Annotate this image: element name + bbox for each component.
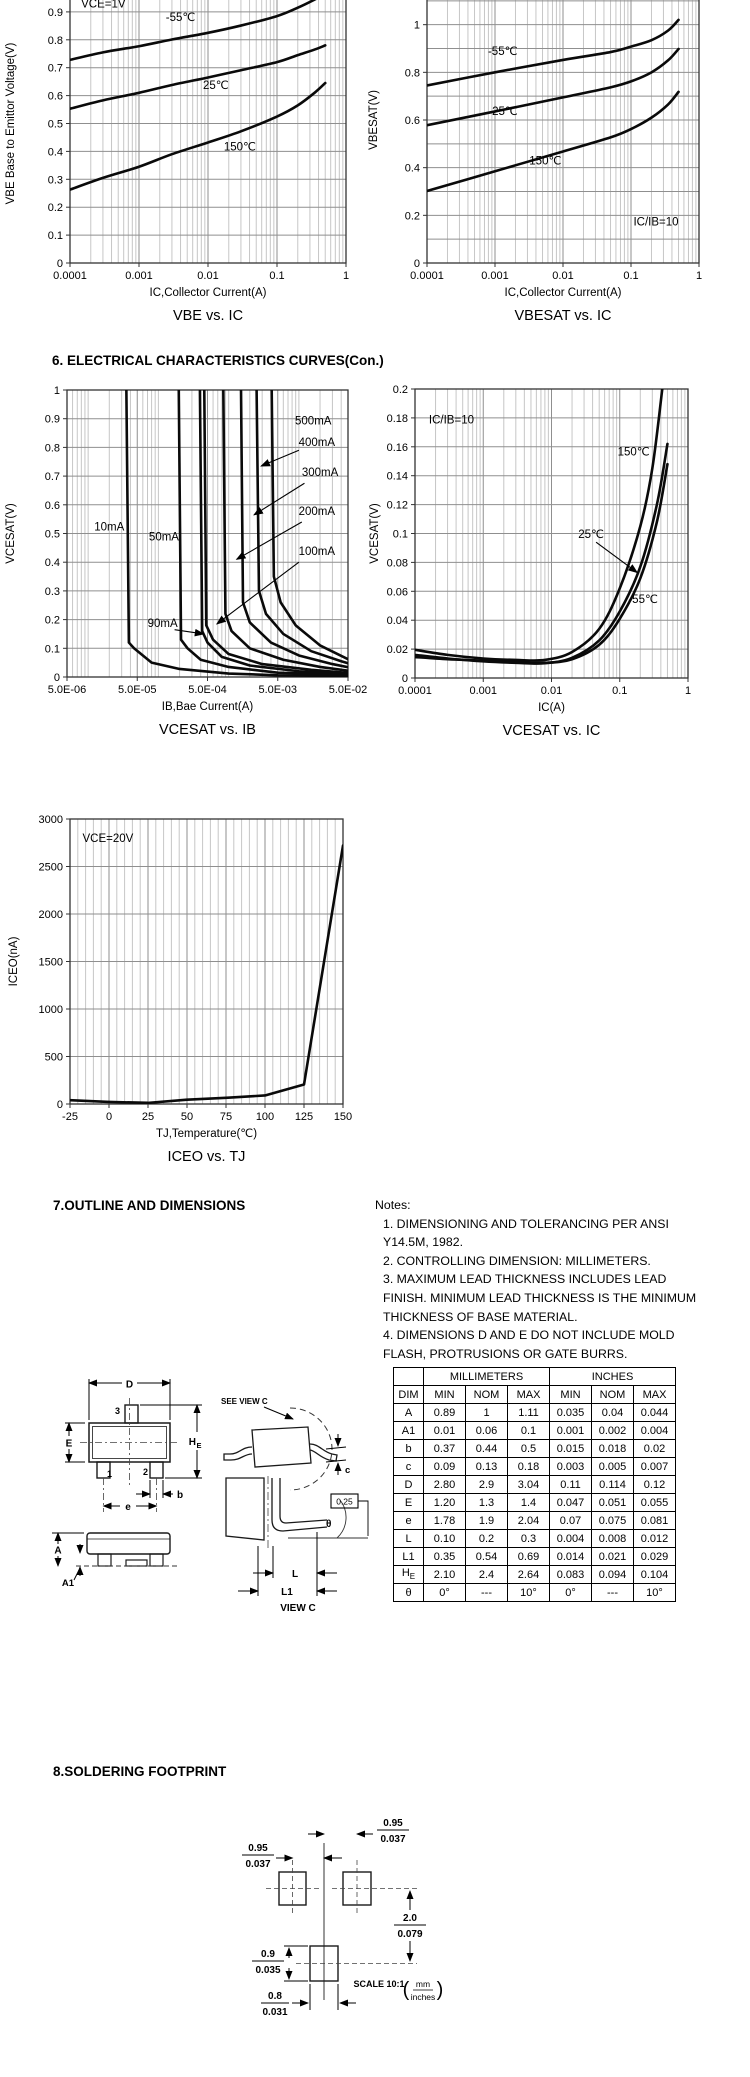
dim-value-cell: --- [466, 1584, 508, 1602]
svg-text:VBE vs. IC: VBE vs. IC [172, 308, 244, 324]
note-line: 1. DIMENSIONING AND TOLERANCING PER ANSI [383, 1216, 669, 1231]
dim-label-HE-main: H [188, 1437, 196, 1448]
svg-text:0.1: 0.1 [269, 270, 285, 282]
dim-value-cell: 0.09 [424, 1458, 466, 1476]
package-outline-drawing [40, 1370, 370, 1700]
svg-text:25℃: 25℃ [492, 106, 518, 119]
svg-text:IC/IB=10: IC/IB=10 [428, 414, 475, 427]
dim-value-cell: 0.3 [508, 1530, 550, 1548]
dim-col-header: NOM [592, 1386, 634, 1404]
dim-label-cell: e [394, 1512, 424, 1530]
svg-text:50: 50 [180, 1111, 194, 1123]
dim-value-cell: 0.54 [466, 1548, 508, 1566]
svg-text:0.001: 0.001 [125, 270, 153, 282]
units-paren-open: ( [402, 1979, 410, 2001]
svg-text:0.001: 0.001 [481, 270, 509, 282]
dimension-table [393, 1367, 676, 1602]
dim-value-cell: 2.80 [424, 1476, 466, 1494]
svg-text:-55℃: -55℃ [487, 45, 518, 58]
dim-label-cell: L1 [394, 1548, 424, 1566]
dim-value-cell: 0.37 [424, 1440, 466, 1458]
dim-left-pitch-mm: 0.95 [248, 1843, 268, 1854]
svg-text:0.4: 0.4 [44, 557, 60, 570]
svg-text:125: 125 [294, 1111, 314, 1123]
outline-notes [375, 1196, 747, 1363]
package-outline-section [40, 1370, 370, 1705]
svg-text:0.4: 0.4 [404, 162, 420, 175]
svg-text:150℃: 150℃ [223, 141, 256, 154]
note-line: 4. DIMENSIONS D AND E DO NOT INCLUDE MOLD [383, 1328, 675, 1343]
dim-value-cell: 2.64 [508, 1566, 550, 1584]
dim-value-cell: 0.89 [424, 1404, 466, 1422]
svg-text:500mA: 500mA [295, 415, 332, 428]
view-c-callout-arc [290, 1408, 332, 1490]
dim-label-theta: θ [326, 1519, 332, 1530]
svg-text:5.0E-06: 5.0E-06 [47, 684, 87, 696]
svg-text:0.0001: 0.0001 [53, 270, 87, 282]
dim-value-cell: 0.13 [466, 1458, 508, 1476]
dim-value-cell: 2.4 [466, 1566, 508, 1584]
dim-label-b: b [177, 1490, 184, 1501]
dim-value-cell: 0.10 [424, 1530, 466, 1548]
dim-value-cell: 0.015 [550, 1440, 592, 1458]
notes-heading: Notes: [375, 1198, 411, 1212]
scale-label: SCALE 10:1 [353, 1979, 405, 1989]
svg-text:0.9: 0.9 [44, 413, 60, 426]
dim-value-cell: 2.10 [424, 1566, 466, 1584]
pad-centerlines [266, 1860, 417, 1964]
dim-value-cell: 0.005 [592, 1458, 634, 1476]
side-profile-view [224, 1427, 337, 1467]
dim-value-cell: 0.2 [466, 1530, 508, 1548]
dim-label-cell: $H_E$ [394, 1566, 424, 1584]
svg-text:1: 1 [53, 385, 60, 397]
svg-text:0.2: 0.2 [47, 202, 63, 215]
svg-text:100: 100 [255, 1111, 275, 1123]
dim-value-cell: 0.07 [550, 1512, 592, 1530]
svg-text:150℃: 150℃ [529, 155, 562, 168]
dim-value-cell: 0.06 [466, 1422, 508, 1440]
svg-text:10mA: 10mA [94, 521, 125, 534]
dim-right-pitch-mm: 0.95 [383, 1818, 403, 1829]
svg-text:0.04: 0.04 [386, 615, 408, 628]
svg-text:0.06: 0.06 [386, 586, 408, 599]
dim-value-cell: 0.01 [424, 1422, 466, 1440]
dim-pad-width-in: 0.031 [262, 2007, 288, 2018]
dim-label-E: E [65, 1438, 73, 1450]
svg-text:25℃: 25℃ [203, 80, 229, 93]
svg-text:-25: -25 [62, 1111, 78, 1123]
svg-text:VBESAT vs. IC: VBESAT vs. IC [514, 308, 612, 324]
svg-text:1500: 1500 [38, 956, 63, 969]
dim-value-cell: 0.055 [634, 1494, 676, 1512]
svg-text:0.7: 0.7 [47, 62, 63, 75]
note-line: FLASH, PROTRUSIONS OR GATE BURRS. [383, 1346, 628, 1361]
section-6-header: 6. ELECTRICAL CHARACTERISTICS CURVES(Con.) [52, 353, 384, 368]
svg-text:50mA: 50mA [148, 531, 179, 544]
svg-text:0.0001: 0.0001 [398, 685, 432, 697]
svg-text:400mA: 400mA [298, 436, 336, 449]
dim-value-cell: 0.081 [634, 1512, 676, 1530]
dim-value-cell: 0.5 [508, 1440, 550, 1458]
svg-text:1: 1 [413, 19, 420, 32]
dim-label-cell: θ [394, 1584, 424, 1602]
svg-text:VCESAT(V): VCESAT(V) [5, 503, 17, 564]
dim-value-cell: 3.04 [508, 1476, 550, 1494]
svg-text:0.0001: 0.0001 [410, 270, 444, 282]
chart-vcesat-vs-ic [360, 360, 750, 755]
dim-value-cell: 0.004 [634, 1422, 676, 1440]
dim-value-cell: 0.1 [508, 1422, 550, 1440]
gauge-value: 0.25 [336, 1496, 353, 1507]
svg-text:0: 0 [401, 673, 408, 685]
svg-text:VCESAT(V): VCESAT(V) [369, 503, 381, 564]
svg-text:0.8: 0.8 [47, 34, 63, 47]
soldering-footprint-drawing [180, 1810, 480, 2025]
chart-svg [0, 360, 385, 755]
svg-text:0.4: 0.4 [47, 146, 63, 159]
svg-text:0.1: 0.1 [392, 528, 408, 541]
svg-text:0.7: 0.7 [44, 471, 60, 484]
dim-value-cell: 1.4 [508, 1494, 550, 1512]
svg-text:VCESAT vs. IC: VCESAT vs. IC [502, 723, 601, 739]
dim-value-cell: 0.029 [634, 1548, 676, 1566]
pin-1-label: 1 [107, 1469, 113, 1479]
dim-value-cell: 0.075 [592, 1512, 634, 1530]
svg-text:0.001: 0.001 [469, 685, 498, 697]
svg-text:25℃: 25℃ [578, 528, 604, 541]
dim-label-L1: L1 [281, 1587, 293, 1598]
svg-text:0.16: 0.16 [386, 441, 408, 454]
dim-value-cell: 0.35 [424, 1548, 466, 1566]
dim-group-header: INCHES [550, 1368, 676, 1386]
svg-text:0.08: 0.08 [386, 557, 408, 570]
dim-value-cell: 0.104 [634, 1566, 676, 1584]
svg-text:0.8: 0.8 [44, 442, 60, 455]
svg-text:VBESAT(V): VBESAT(V) [368, 90, 380, 150]
dim-col-header: MIN [550, 1386, 592, 1404]
dim-col-header: MAX [634, 1386, 676, 1404]
svg-text:ICEO(nA): ICEO(nA) [8, 936, 20, 987]
chart-svg [0, 790, 400, 1180]
note-line: 2. CONTROLLING DIMENSION: MILLIMETERS. [383, 1253, 651, 1268]
dim-value-cell: 0.044 [634, 1404, 676, 1422]
dim-label-cell: A1 [394, 1422, 424, 1440]
dim-value-cell: 10° [634, 1584, 676, 1602]
svg-text:IB,Bae Current(A): IB,Bae Current(A) [161, 701, 254, 713]
A-A1-dimensions [52, 1533, 84, 1580]
svg-text:VCE=1V: VCE=1V [81, 0, 126, 11]
dim-label-cell: c [394, 1458, 424, 1476]
dim-value-cell: 0.114 [592, 1476, 634, 1494]
dim-value-cell: 0.004 [550, 1530, 592, 1548]
dim-label-L: L [291, 1569, 299, 1580]
svg-text:0.9: 0.9 [47, 6, 63, 19]
chart-svg [0, 0, 380, 324]
dim-value-cell: 1.11 [508, 1404, 550, 1422]
dim-value-cell: 0° [550, 1584, 592, 1602]
svg-text:200mA: 200mA [298, 505, 336, 518]
dim-value-cell: 1 [466, 1404, 508, 1422]
dim-value-cell: 0.18 [508, 1458, 550, 1476]
dim-value-cell: 1.9 [466, 1512, 508, 1530]
note-line: 3. MAXIMUM LEAD THICKNESS INCLUDES LEAD [383, 1272, 667, 1287]
svg-text:0.6: 0.6 [47, 90, 63, 103]
svg-text:500: 500 [44, 1051, 63, 1064]
dim-label-cell: D [394, 1476, 424, 1494]
dim-value-cell: 0.003 [550, 1458, 592, 1476]
svg-text:25: 25 [141, 1111, 155, 1123]
dim-value-cell: 0.083 [550, 1566, 592, 1584]
note-line: Y14.5M, 1982. [383, 1235, 463, 1250]
svg-text:0: 0 [105, 1111, 113, 1123]
dim-corner-cell [394, 1368, 424, 1386]
svg-text:0: 0 [53, 672, 60, 684]
dim-value-cell: 1.78 [424, 1512, 466, 1530]
dim-pad-height-in: 0.035 [255, 1965, 281, 1976]
svg-text:0.01: 0.01 [540, 685, 563, 697]
dim-vertical-pitch-mm: 2.0 [403, 1913, 417, 1924]
units-inches: inches [410, 1992, 436, 2002]
svg-text:100mA: 100mA [298, 546, 336, 559]
see-view-c-label: SEE VIEW C [221, 1397, 268, 1406]
units-mm: mm [415, 1979, 431, 1989]
dim-value-cell: 0.02 [634, 1440, 676, 1458]
svg-text:VCESAT vs. IB: VCESAT vs. IB [159, 722, 256, 738]
svg-text:300mA: 300mA [301, 467, 339, 480]
dim-pad-width-mm: 0.8 [268, 1991, 282, 2002]
svg-text:1000: 1000 [38, 1004, 63, 1016]
svg-text:0.14: 0.14 [386, 470, 408, 483]
svg-text:5.0E-05: 5.0E-05 [117, 684, 157, 696]
svg-text:0.02: 0.02 [386, 644, 408, 657]
svg-text:1: 1 [684, 685, 692, 697]
section-8-header: 8.SOLDERING FOOTPRINT [53, 1764, 227, 1779]
svg-text:0.01: 0.01 [197, 270, 219, 282]
dim-value-cell: 0.04 [592, 1404, 634, 1422]
top-view-centerlines [80, 1398, 179, 1512]
dim-label-cell: b [394, 1440, 424, 1458]
svg-text:0.3: 0.3 [47, 174, 63, 187]
units-paren-close: ) [436, 1979, 444, 2001]
svg-text:2500: 2500 [38, 861, 63, 874]
svg-text:0.1: 0.1 [47, 230, 63, 243]
svg-text:5.0E-04: 5.0E-04 [188, 684, 227, 696]
chart-iceo-vs-tj [0, 790, 400, 1180]
svg-text:0: 0 [56, 258, 63, 270]
dim-col-header: MAX [508, 1386, 550, 1404]
dim-value-cell: 0.11 [550, 1476, 592, 1494]
dim-value-cell: 1.3 [466, 1494, 508, 1512]
fraction-lines [242, 1830, 426, 2003]
svg-text:150: 150 [333, 1111, 353, 1123]
chart-svg [360, 0, 750, 327]
svg-text:0.1: 0.1 [612, 685, 628, 697]
svg-text:0.5: 0.5 [44, 528, 60, 541]
svg-text:3000: 3000 [38, 814, 63, 826]
dim-value-cell: 2.04 [508, 1512, 550, 1530]
svg-text:ICEO vs. TJ: ICEO vs. TJ [167, 1149, 246, 1165]
dim-value-cell: 0.021 [592, 1548, 634, 1566]
dim-value-cell: --- [592, 1584, 634, 1602]
svg-text:5.0E-03: 5.0E-03 [258, 684, 298, 696]
svg-text:IC/IB=10: IC/IB=10 [633, 216, 679, 229]
svg-text:75: 75 [219, 1111, 233, 1123]
gauge-leader [358, 1501, 368, 1536]
dim-label-cell: E [394, 1494, 424, 1512]
svg-text:0.6: 0.6 [44, 499, 60, 512]
dim-value-cell: 0.002 [592, 1422, 634, 1440]
svg-text:VCE=20V: VCE=20V [82, 832, 134, 845]
dim-label-e: e [125, 1502, 131, 1513]
svg-text:0.18: 0.18 [386, 412, 408, 425]
svg-text:90mA: 90mA [147, 617, 178, 630]
svg-text:0.1: 0.1 [44, 643, 60, 656]
svg-text:5.0E-02: 5.0E-02 [328, 684, 368, 696]
dim-label-A: A [54, 1545, 62, 1557]
svg-text:0.6: 0.6 [404, 115, 420, 127]
svg-text:0.12: 0.12 [386, 499, 408, 512]
svg-text:0.5: 0.5 [47, 118, 63, 131]
dim-col-header: NOM [466, 1386, 508, 1404]
svg-text:0: 0 [56, 1099, 63, 1111]
dim-value-cell: 2.9 [466, 1476, 508, 1494]
chart-vcesat-vs-ib [0, 360, 385, 755]
dim-col-header: MIN [424, 1386, 466, 1404]
dim-label-cell: L [394, 1530, 424, 1548]
side-view [87, 1533, 170, 1566]
svg-text:TJ,Temperature(℃): TJ,Temperature(℃) [155, 1128, 258, 1140]
dim-right-pitch-in: 0.037 [380, 1834, 406, 1845]
dim-label-c: c [345, 1465, 351, 1476]
svg-text:0.1: 0.1 [623, 270, 639, 282]
svg-text:2000: 2000 [38, 909, 63, 921]
svg-text:0.2: 0.2 [404, 210, 420, 223]
dim-value-cell: 0.018 [592, 1440, 634, 1458]
dim-value-cell: 0.014 [550, 1548, 592, 1566]
dim-label-HE-sub: E [196, 1441, 202, 1450]
dim-value-cell: 0.12 [634, 1476, 676, 1494]
dim-value-cell: 0.69 [508, 1548, 550, 1566]
svg-text:0.8: 0.8 [404, 67, 420, 80]
svg-text:1: 1 [695, 270, 703, 282]
see-view-c-arrow [264, 1407, 293, 1419]
dim-label-cell: A [394, 1404, 424, 1422]
dim-value-cell: 0° [424, 1584, 466, 1602]
dim-value-cell: 0.094 [592, 1566, 634, 1584]
svg-text:0.3: 0.3 [44, 585, 60, 598]
units-fraction [403, 1979, 444, 2002]
dim-col-header: DIM [394, 1386, 424, 1404]
dim-value-cell: 10° [508, 1584, 550, 1602]
svg-text:-55℃: -55℃ [628, 593, 658, 606]
dim-left-pitch-in: 0.037 [245, 1859, 271, 1870]
svg-text:150℃: 150℃ [617, 446, 650, 459]
dim-label-A1: A1 [61, 1578, 75, 1589]
note-line: FINISH. MINIMUM LEAD THICKNESS IS THE MINIMUM [383, 1290, 697, 1305]
dim-label-D: D [125, 1379, 134, 1391]
dim-value-cell: 1.20 [424, 1494, 466, 1512]
svg-text:1: 1 [342, 270, 350, 282]
svg-text:0.01: 0.01 [552, 270, 574, 282]
svg-text:-55℃: -55℃ [165, 11, 196, 24]
svg-text:0.2: 0.2 [44, 614, 60, 627]
dim-value-cell: 0.051 [592, 1494, 634, 1512]
pin-3-label: 3 [114, 1406, 120, 1416]
dim-value-cell: 0.012 [634, 1530, 676, 1548]
svg-text:0: 0 [413, 258, 420, 270]
dim-value-cell: 0.047 [550, 1494, 592, 1512]
dim-value-cell: 0.001 [550, 1422, 592, 1440]
view-c-caption: VIEW C [280, 1603, 316, 1614]
dim-vertical-pitch-in: 0.079 [397, 1929, 423, 1940]
svg-text:VBE Base to Emittor Voltage(V): VBE Base to Emittor Voltage(V) [5, 42, 17, 205]
dim-value-cell: 0.44 [466, 1440, 508, 1458]
chart-vbe-vs-ic [0, 0, 380, 324]
svg-text:IC,Collector Current(A): IC,Collector Current(A) [149, 287, 267, 299]
dim-pad-height-mm: 0.9 [261, 1949, 275, 1960]
dim-group-header: MILLIMETERS [424, 1368, 550, 1386]
dim-value-cell: 0.007 [634, 1458, 676, 1476]
svg-text:IC(A): IC(A) [538, 702, 565, 714]
soldering-footprint-section [180, 1810, 480, 2030]
chart-vbesat-vs-ic [360, 0, 750, 327]
svg-text:IC,Collector Current(A): IC,Collector Current(A) [504, 287, 622, 299]
chart-svg [360, 360, 750, 755]
dim-value-cell: 0.008 [592, 1530, 634, 1548]
view-c-drawing [226, 1478, 327, 1540]
section-7-header: 7.OUTLINE AND DIMENSIONS [53, 1198, 246, 1213]
svg-text:0.2: 0.2 [392, 384, 408, 396]
dim-value-cell: 0.035 [550, 1404, 592, 1422]
pin-2-label: 2 [142, 1467, 148, 1477]
note-line: THICKNESS OF BASE MATERIAL. [383, 1309, 578, 1324]
